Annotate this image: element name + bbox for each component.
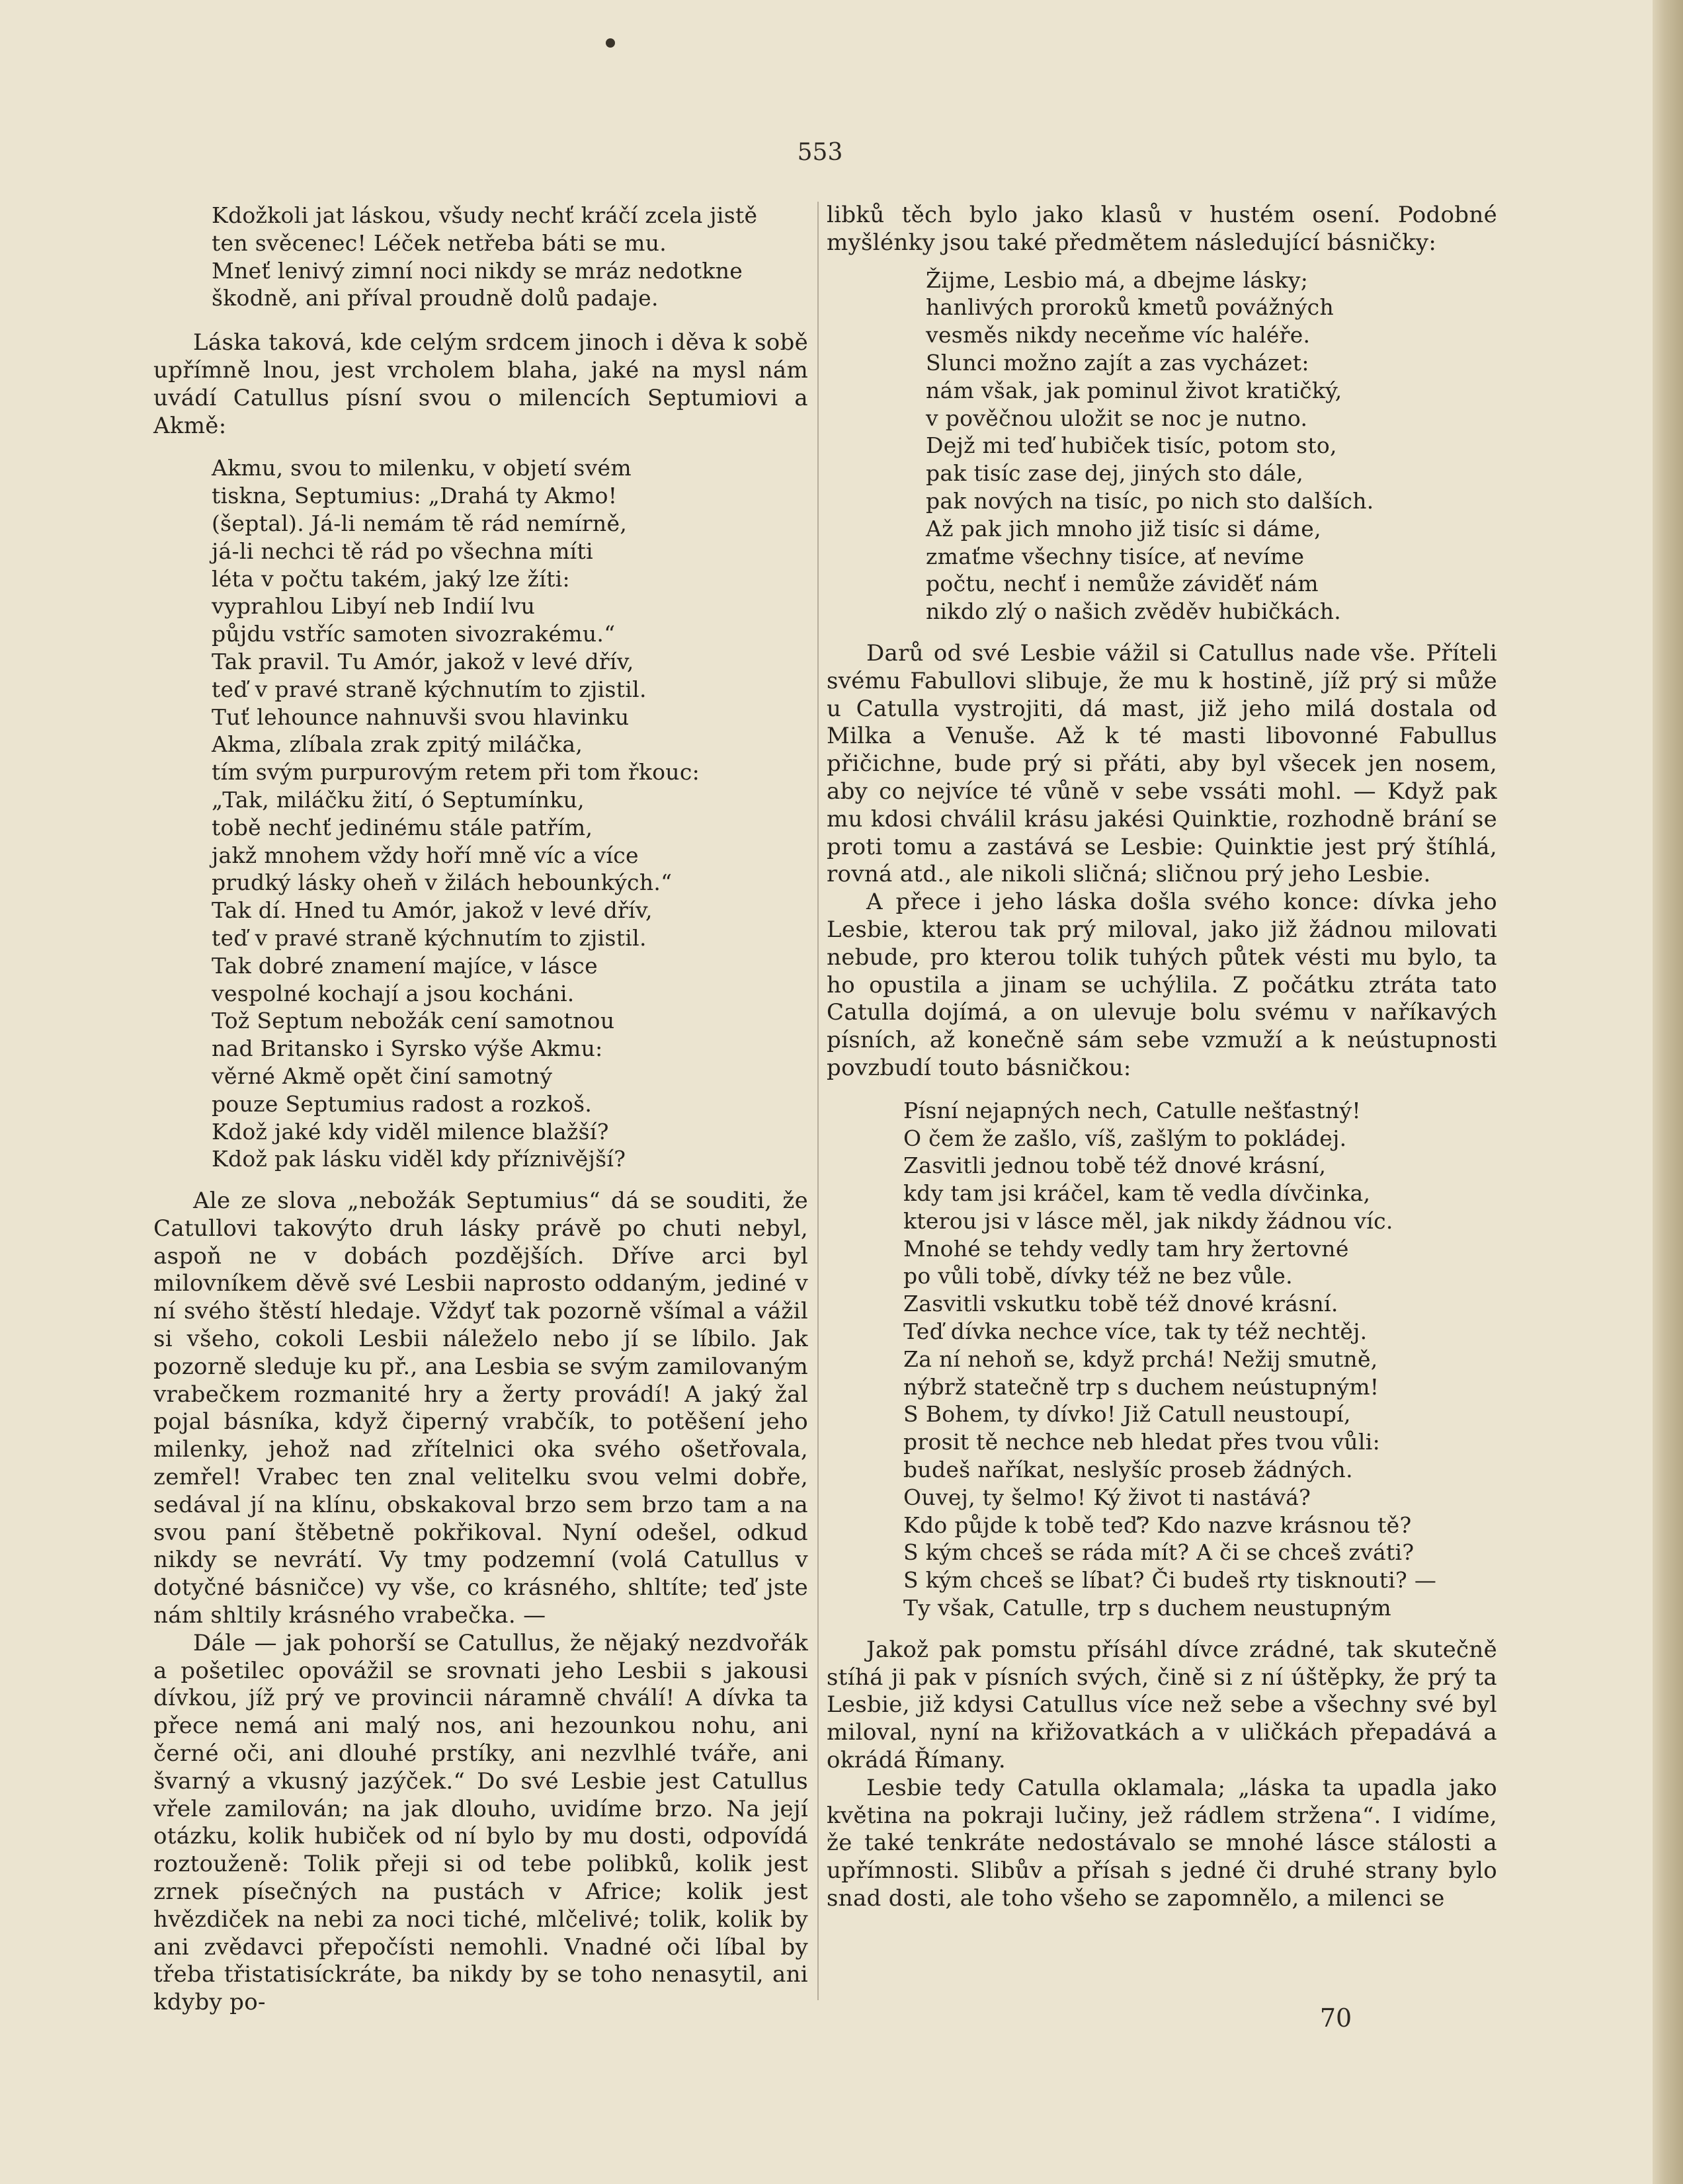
poem-line: Tak dobré znamení majíce, v lásce bbox=[212, 952, 598, 979]
poem-line: Tož Septum nebožák cení samotnou bbox=[212, 1008, 615, 1034]
poem-top bbox=[153, 202, 808, 312]
poem-line: prosit tě nechce neb hledat přes tvou vůli: bbox=[903, 1429, 1380, 1455]
poem-line: teď v pravé straně kýchnutím to zjistil. bbox=[212, 924, 647, 951]
poem-line: já-li nechci tě rád po všechna míti bbox=[212, 538, 593, 564]
signature-number: 70 bbox=[1319, 2003, 1352, 2033]
poem-line: nýbrž statečně trp s duchem neústupným! bbox=[903, 1373, 1379, 1400]
poem-line: Slunci možno zajít a zas vycházet: bbox=[926, 349, 1309, 376]
poem-vivamus bbox=[827, 266, 1497, 626]
poem-line: půjdu vstříc samoten sivozrakému.“ bbox=[212, 621, 616, 647]
page-edge-shadow bbox=[1653, 0, 1683, 2184]
poem-line: Tak pravil. Tu Amór, jakož v levé dřív, bbox=[212, 648, 634, 674]
poem-line: (šeptal). Já-li nemám tě rád nemírně, bbox=[212, 510, 628, 536]
paragraph: Jakož pak pomstu přísáhl dívce zrádné, tak skutečně stíhá ji pak v písních svých, čině si z ní úštěpky, že prý ta Lesbie, již kdysi Catullus více než sebe a všechny své byl miloval, nyní na křižovatkách a v uličkách přepadává a okrádá Římany. bbox=[827, 1636, 1497, 1774]
poem-line: tobě nechť jedinému stále patřím, bbox=[212, 814, 593, 840]
poem-line: Ty však, Catulle, trp s duchem neustupným bbox=[903, 1595, 1392, 1621]
poem-line: nad Britansko i Syrsko výše Akmu: bbox=[212, 1035, 603, 1062]
right-column bbox=[827, 202, 1497, 2000]
poem-line: teď v pravé straně kýchnutím to zjistil. bbox=[212, 676, 647, 702]
poem-miser-catulle bbox=[827, 1097, 1497, 1622]
poem-line: Zasvitli vskutku tobě též dnové krásní. bbox=[903, 1291, 1338, 1317]
poem-line: Tuť lehounce nahnuvši svou hlavinku bbox=[212, 704, 630, 730]
poem-line: vyprahlou Libyí neb Indií lvu bbox=[212, 593, 536, 620]
left-column bbox=[153, 202, 808, 2016]
poem-line: nám však, jak pominul život kratičký, bbox=[926, 377, 1342, 403]
poem-line: po vůli tobě, dívky též ne bez vůle. bbox=[903, 1263, 1293, 1289]
page-number: 553 bbox=[797, 139, 843, 166]
poem-acme bbox=[153, 454, 808, 1173]
poem-line: Akmu, svou to milenku, v objetí svém bbox=[212, 455, 632, 481]
poem-line: škodně, ani příval proudně dolů padaje. bbox=[212, 285, 659, 311]
poem-line: hanlivých proroků kmetů povážných bbox=[926, 294, 1334, 321]
poem-line: pak nových na tisíc, po nich sto dalších. bbox=[926, 487, 1374, 514]
poem-line: věrné Akmě opět činí samotný bbox=[212, 1063, 553, 1089]
poem-line: Teď dívka nechce více, tak ty též nechtěj. bbox=[903, 1318, 1368, 1345]
poem-line: zmaťme všechny tisíce, ať nevíme bbox=[926, 543, 1305, 569]
paragraph: Láska taková, kde celým srdcem jinoch i děva k sobě upřímně lnou, jest vrcholem blaha, jaké na mysl nám uvádí Catullus písní svou o milencích Septumiovi a Akmě: bbox=[153, 329, 808, 439]
poem-line: prudký lásky oheň v žilách hebounkých.“ bbox=[212, 870, 673, 896]
paragraph: A přece i jeho láska došla svého konce: dívka jeho Lesbie, kterou tak prý miloval, jako již žádnou milovati nebude, pro kterou tolik tuhých půtek vésti mu bylo, ta ho opustila a jinam se uchýlila. Z počátku ztráta tato Catulla dojímá, a on ulevuje bolu svému v naříkavých písních, až konečně sám sebe vzmuží a k neústupnosti povzbudí touto básničkou: bbox=[827, 889, 1497, 1081]
poem-line: jakž mnohem vždy hoří mně víc a více bbox=[212, 842, 639, 868]
poem-line: Kdož pak lásku viděl kdy příznivější? bbox=[212, 1146, 626, 1172]
printer-dot bbox=[606, 38, 615, 48]
poem-line: tím svým purpurovým retem při tom řkouc: bbox=[212, 759, 700, 786]
poem-line: Mnohé se tehdy vedly tam hry žertovné bbox=[903, 1235, 1349, 1262]
poem-line: „Tak, miláčku žití, ó Septumínku, bbox=[212, 786, 585, 813]
poem-line: Mneť lenivý zimní noci nikdy se mráz nedotkne bbox=[212, 257, 743, 284]
poem-line: v pověčnou uložit se noc je nutno. bbox=[926, 405, 1308, 431]
poem-line: tiskna, Septumius: „Drahá ty Akmo! bbox=[212, 483, 618, 509]
paragraph: Ale ze slova „nebožák Septumius“ dá se souditi, že Catullovi takovýto druh lásky právě po chuti nebyl, aspoň ne v dobách pozdějších. Dříve arci byl milovníkem děvě své Lesbii naprosto oddaným, jediné v ní svého štěstí hledaje. Vždyť tak pozorně všímal a vážil si všeho, cokoli Lesbii náleželo nebo jí se líbilo. Jak pozorně sleduje ku př., ana Lesbia se svým zamilovaným vrabečkem rozmanité hry a žerty provádí! A jaký žal pojal básníka, když čiperný vrabčík, to potěšení jeho milenky, jehož nad zřítelnici oka svého ošetřovala, zemřel! Vrabec ten znal velitelku svou velmi dobře, sedával jí na klínu, obskakoval brzo sem brzo tam a na svou paní štěbetně pokřikoval. Nyní odešel, odkud nikdy se nevrátí. Vy tmy podzemní (volá Catullus v dotyčné básničce) vy vše, co krásného, shltíte; teď jste nám shltily krásného vrabečka. — bbox=[153, 1188, 808, 1629]
paragraph: libků těch bylo jako klasů v hustém osení. Podobné myšlénky jsou také předmětem následující básničky: bbox=[827, 202, 1497, 256]
poem-line: O čem že zašlo, víš, zašlým to pokládej. bbox=[903, 1125, 1347, 1151]
poem-line: Tak dí. Hned tu Amór, jakož v levé dřív, bbox=[212, 897, 653, 924]
poem-line: vespolné kochají a jsou kocháni. bbox=[212, 980, 575, 1006]
poem-line: nikdo zlý o našich zvěděv hubičkách. bbox=[926, 598, 1342, 625]
poem-line: Kdo půjde k tobě teď? Kdo nazve krásnou tě? bbox=[903, 1512, 1412, 1538]
poem-line: Až pak jich mnoho již tisíc si dáme, bbox=[926, 515, 1321, 542]
poem-line: kdy tam jsi kráčel, kam tě vedla dívčinka, bbox=[903, 1180, 1371, 1207]
poem-line: Za ní nehoň se, když prchá! Nežij smutně, bbox=[903, 1346, 1378, 1372]
poem-line: počtu, nechť i nemůže záviděť nám bbox=[926, 571, 1319, 597]
poem-line: léta v počtu takém, jaký lze žíti: bbox=[212, 565, 570, 592]
poem-line: Písní nejapných nech, Catulle nešťastný! bbox=[903, 1097, 1361, 1123]
poem-line: ten svěcenec! Léček netřeba báti se mu. bbox=[212, 229, 667, 256]
poem-line: Akma, zlíbala zrak zpitý miláčka, bbox=[212, 731, 583, 758]
poem-line: S kým chceš se líbat? Či budeš rty tisknouti? — bbox=[903, 1567, 1437, 1594]
column-divider bbox=[817, 202, 819, 2000]
paragraph: Dále — jak pohorší se Catullus, že nějaký nezdvořák a pošetilec opovážil se srovnati jeho Lesbii s jakousi dívkou, jíž prý ve provincii náramně chválí! A dívka ta přece nemá ani malý nos, ani hezounkou nohu, ani černé oči, ani dlouhé prstíky, ani nezvlhlé tváře, ani švarný a vkusný jazýček.“ Do své Lesbie jest Catullus vřele zamilován; na jak dlouho, uvidíme brzo. Na její otázku, kolik hubiček od ní bylo by mu dosti, odpovídá roztouženě: Tolik přeji si od tebe polibků, kolik jest zrnek písečných na pustách v Africe; kolik jest hvězdiček na nebi za noci tiché, mlčelivé; tolik, kolik by ani zvědavci přepočísti nemohli. Vnadné oči líbal by třeba třistatisíckráte, ba nikdy by se toho nenasytil, ani kdyby po- bbox=[153, 1629, 808, 2016]
paragraph: Lesbie tedy Catulla oklamala; „láska ta upadla jako květina na pokraji lučiny, jež rádlem stržena“. I vidíme, že také tenkráte nedostávalo se mnohé lásce stálosti a upřímnosti. Slibův a přísah s jedné či druhé strany bylo snad dosti, ale toho všeho se zapomnělo, a milenci se bbox=[827, 1774, 1497, 1912]
poem-line: Kdož jaké kdy viděl milence blažší? bbox=[212, 1118, 609, 1145]
poem-line: Zasvitli jednou tobě též dnové krásní, bbox=[903, 1153, 1327, 1179]
poem-line: kterou jsi v lásce měl, jak nikdy žádnou víc. bbox=[903, 1207, 1393, 1234]
poem-line: Žijme, Lesbio má, a dbejme lásky; bbox=[926, 266, 1309, 293]
poem-line: Ouvej, ty šelmo! Ký život ti nastává? bbox=[903, 1484, 1311, 1510]
poem-line: vesměs nikdy neceňme víc haléře. bbox=[926, 322, 1311, 348]
poem-line: pak tisíc zase dej, jiných sto dále, bbox=[926, 460, 1304, 487]
paragraph: Darů od své Lesbie vážil si Catullus nade vše. Příteli svému Fabullovi slibuje, že mu k hostině, jíž prý si může u Catulla vystrojiti, dá mast, již jeho milá dostala od Milka a Venuše. Až k té masti libovonné Fabullus přičichne, bude prý si přáti, aby byl všecek jen nosem, aby co nejvíce té vůně v sebe vssáti mohl. — Když pak mu kdosi chválil krásu jakési Quinktie, rozhodně brání se proti tomu a zastává se Lesbie: Quinktie jest prý štíhlá, rovná atd., ale nikoli sličná; sličnou prý jeho Lesbie. bbox=[827, 639, 1497, 888]
poem-line: pouze Septumius radost a rozkoš. bbox=[212, 1090, 593, 1117]
poem-line: S kým chceš se ráda mít? A či se chceš zváti? bbox=[903, 1539, 1415, 1566]
poem-line: Kdožkoli jat láskou, všudy nechť kráčí zcela jistě bbox=[212, 202, 758, 228]
poem-line: S Bohem, ty dívko! Již Catull neustoupí, bbox=[903, 1401, 1351, 1428]
poem-line: budeš naříkat, neslyšíc proseb žádných. bbox=[903, 1457, 1353, 1483]
poem-line: Dejž mi teď hubiček tisíc, potom sto, bbox=[926, 432, 1337, 459]
